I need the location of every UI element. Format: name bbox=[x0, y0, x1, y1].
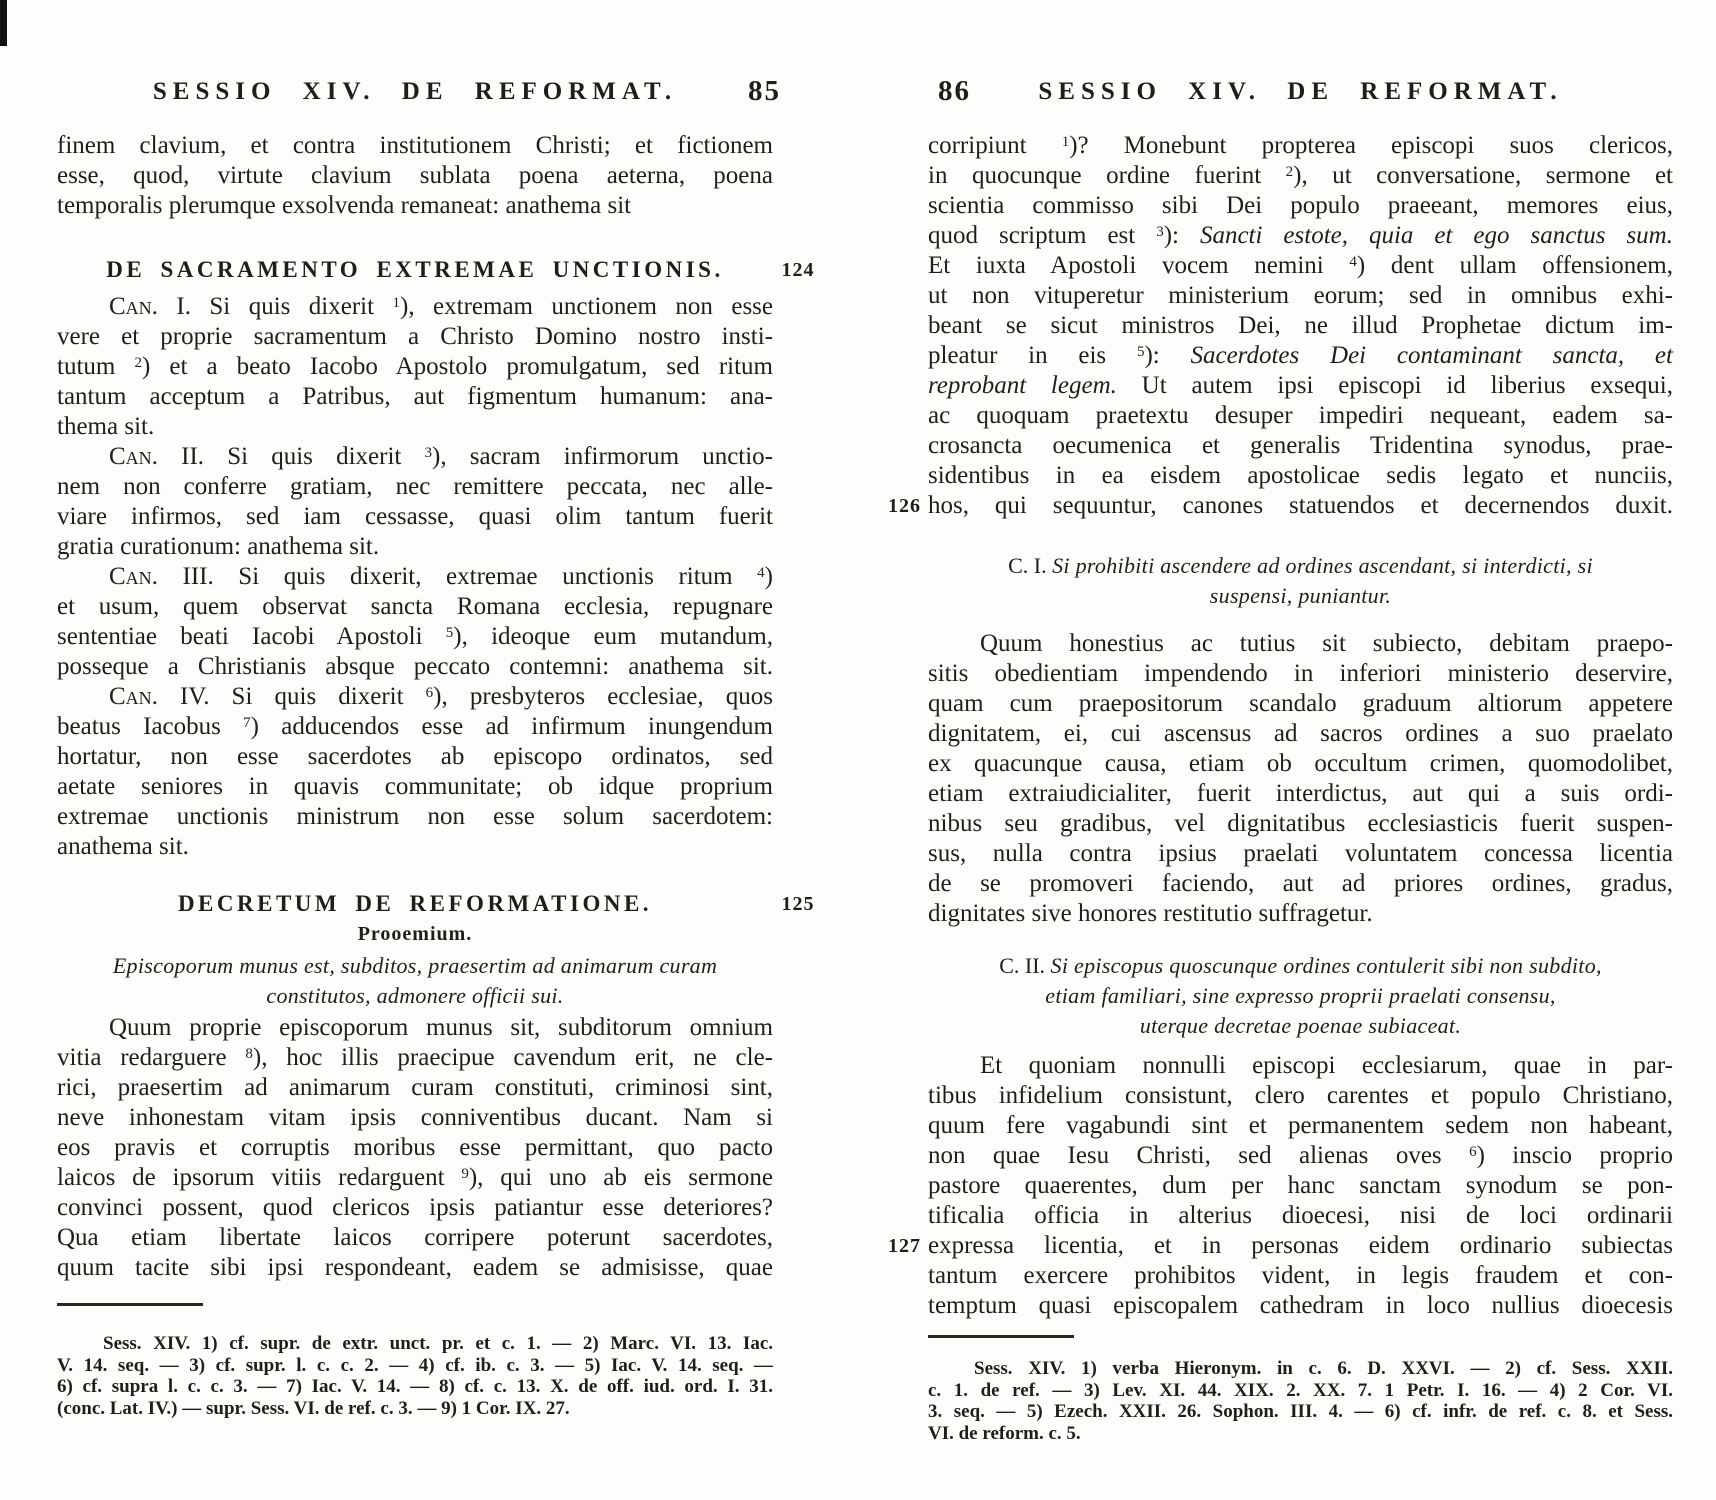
heading-line: Prooemium. bbox=[357, 923, 473, 945]
footnote-reference: 1 bbox=[392, 295, 401, 311]
text-line: scientia commisso sibi Dei populo praeeant, memores eius, bbox=[928, 192, 1673, 219]
footnote-reference: 2 bbox=[134, 355, 142, 371]
text-line: reprobant legem. Ut autem ipsi episcopi id liberius exsequi, bbox=[928, 372, 1673, 399]
margin-paragraph-number: 124 bbox=[781, 259, 815, 281]
footnote-line: VI. de reform. c. 5. bbox=[928, 1422, 1081, 1444]
small-caps: Can. bbox=[109, 443, 158, 470]
text-line: tantum acceptum a Patribus, aut figmentum humanum: ana- bbox=[57, 383, 773, 410]
text-line: et usum, quem observat sancta Romana ecclesia, repugnare bbox=[57, 593, 773, 620]
text-line: neve inhonestam vitam ipsis conniventibus ducant. Nam si bbox=[57, 1104, 773, 1131]
running-head bbox=[57, 75, 781, 108]
text-line: nem non conferre gratiam, nec remittere peccata, nec alle- bbox=[57, 473, 773, 500]
text-line: laicos de ipsorum vitiis redarguent $^9$), qui uno ab eis sermone bbox=[57, 1164, 773, 1191]
footnote-reference: 6 bbox=[1469, 1144, 1477, 1160]
text-line: Qua etiam libertate laicos corripere poterunt sacerdotes, bbox=[57, 1224, 773, 1251]
paragraph bbox=[928, 629, 1673, 929]
footnote-line: Sess. XIV. 1) cf. supr. de extr. unct. pr. et c. 1. — 2) Marc. VI. 13. Iac. bbox=[103, 1333, 773, 1354]
page-number: 86 bbox=[938, 75, 971, 107]
text-line: pastore quaerentes, dum per hanc sanctam synodum se pon- bbox=[928, 1172, 1673, 1199]
text-line: Quum proprie episcoporum munus sit, subditorum omnium bbox=[109, 1014, 773, 1041]
footnote bbox=[57, 1333, 773, 1419]
text-line: sitis obedientiam impendendo in inferiori ministerio deservire, bbox=[928, 660, 1673, 687]
heading-line: suspensi, puniantur. bbox=[1209, 583, 1392, 608]
text-line: tificalia officia in alterius dioecesi, nisi de loci ordinarii bbox=[928, 1202, 1673, 1229]
footnote-reference: 3 bbox=[424, 445, 433, 461]
footnote-line: 6) cf. supra l. c. c. 3. — 7) Iac. V. 14. — 8) cf. c. 13. X. de off. iud. ord. I. 31. bbox=[57, 1376, 773, 1397]
small-caps: Can. bbox=[109, 293, 158, 320]
running-title: SESSIO XIV. DE REFORMAT. bbox=[1038, 78, 1563, 105]
heading-line: constitutos, admonere officii sui. bbox=[266, 983, 564, 1008]
margin-paragraph-number: 127 bbox=[888, 1235, 921, 1257]
text-line: Can. III. Si quis dixerit, extremae unctionis ritum $^4$) bbox=[109, 563, 773, 590]
text-line: dignitates sive honores restitutio suffragetur. bbox=[928, 900, 1373, 927]
text-line: nibus seu gradibus, vel dignitatibus ecclesiasticis fuerit suspen- bbox=[928, 810, 1673, 837]
text-line: finem clavium, et contra institutionem Christi; et fictionem bbox=[57, 132, 773, 159]
section-heading bbox=[928, 951, 1673, 1041]
text-line: gratia curationum: anathema sit. bbox=[57, 533, 380, 560]
running-head bbox=[928, 75, 1673, 108]
text-line: esse, quod, virtute clavium sublata poena aeterna, poena bbox=[57, 162, 773, 189]
text-line: Quum honestius ac tutius sit subiecto, debitam praepo- bbox=[980, 630, 1673, 657]
section-heading bbox=[57, 951, 773, 1011]
text-line: crosancta oecumenica et generalis Tridentina synodus, prae- bbox=[928, 432, 1673, 459]
text-line: de se promoveri faciendo, aut ad priores ordines, gradus, bbox=[928, 870, 1673, 897]
text-line: pleatur in eis $^5$): Sacerdotes Dei contaminant sancta, et bbox=[928, 342, 1673, 369]
paragraph bbox=[57, 682, 773, 862]
text-line: ac quoquam praetextu desuper impediri nequeant, eadem sa- bbox=[928, 402, 1673, 429]
scan-edge-artifact bbox=[0, 0, 7, 46]
paragraph bbox=[57, 442, 773, 562]
text-line: quum tacite sibi ipsi respondeant, eadem se admisisse, quae bbox=[57, 1254, 773, 1281]
text-line: thema sit. bbox=[57, 413, 155, 440]
text-line: ut non vituperetur ministerium eorum; sed in omnibus exhi- bbox=[928, 282, 1673, 309]
text-line: etiam extraiudicialiter, fuerit interdictus, aut qui a suis ordi- bbox=[928, 780, 1673, 807]
footnote-reference: 5 bbox=[1136, 344, 1145, 360]
footnote-line: Sess. XIV. 1) verba Hieronym. in c. 6. D. XXVI. — 2) cf. Sess. XXII. bbox=[974, 1358, 1673, 1379]
footnote-reference: 8 bbox=[245, 1046, 253, 1062]
text-line: rici, praesertim ad animarum curam constituti, criminosi sint, bbox=[57, 1074, 773, 1101]
paragraph bbox=[57, 292, 773, 442]
text-column bbox=[888, 131, 1674, 1444]
text-line: sus, nulla contra ipsius praelati voluntatem concessa licentia bbox=[928, 840, 1673, 867]
paragraph bbox=[57, 1013, 773, 1283]
footnote-reference: 6 bbox=[425, 685, 434, 701]
text-line: anathema sit. bbox=[57, 833, 189, 860]
footnote-reference: 4 bbox=[757, 565, 765, 581]
text-line: aetate seniores in quavis communitate; ob idque proprium bbox=[57, 773, 773, 800]
text-line: in quocunque ordine fuerint $^2$), ut conversatione, sermone et bbox=[928, 162, 1673, 189]
paragraph bbox=[57, 131, 773, 221]
footnote-reference: 9 bbox=[461, 1166, 469, 1182]
section-heading bbox=[57, 889, 815, 919]
footnote-reference: 7 bbox=[243, 715, 251, 731]
text-line: temporalis plerumque exsolvenda remaneat: anathema sit bbox=[57, 192, 632, 219]
text-line: viare infirmos, sed iam cessasse, quasi olim tantum fuerit bbox=[57, 503, 773, 530]
left-page bbox=[57, 75, 815, 1419]
heading-line: DECRETUM DE REFORMATIONE. bbox=[177, 891, 653, 916]
section-heading bbox=[57, 919, 773, 949]
heading-line: Episcoporum munus est, subditos, praesertim ad animarum curam bbox=[112, 953, 718, 978]
text-line: beant se sicut ministros Dei, ne illud Prophetae dictum im- bbox=[928, 312, 1673, 339]
text-line: eos pravis et corruptis moribus esse permittant, quo pacto bbox=[57, 1134, 773, 1161]
margin-paragraph-number: 125 bbox=[781, 893, 815, 915]
text-line: tutum $^2$) et a beato Iacobo Apostolo promulgatum, sed ritum bbox=[57, 353, 774, 380]
heading-line: DE SACRAMENTO EXTREMAE UNCTIONIS. bbox=[106, 257, 724, 282]
footnote-reference: 1 bbox=[1061, 134, 1070, 150]
footnote-separator-rule bbox=[57, 1303, 203, 1306]
text-line: tantum exercere prohibitos vident, in legis fraudem et con- bbox=[928, 1262, 1673, 1289]
footnote-line: c. 1. de ref. — 3) Lev. XI. 44. XIX. 2. XX. 7. 1 Petr. I. 16. — 4) 2 Cor. VI. bbox=[928, 1379, 1673, 1401]
section-heading bbox=[57, 255, 815, 285]
text-line: quod scriptum est $^3$): Sancti estote, quia et ego sanctus sum. bbox=[928, 222, 1673, 249]
text-line: sidentibus in ea eisdem apostolicae sedis legato et nunciis, bbox=[928, 462, 1673, 489]
text-line: Can. II. Si quis dixerit $^3$), sacram infirmorum unctio- bbox=[109, 443, 774, 470]
text-line: Can. I. Si quis dixerit $^1$), extremam unctionem non esse bbox=[109, 293, 773, 320]
footnote-reference: 3 bbox=[1156, 224, 1164, 240]
text-line: expressa licentia, et in personas eidem ordinario subiectas bbox=[928, 1232, 1673, 1259]
text-line: hortatur, non esse sacerdotes ab episcopo ordinatos, sed bbox=[57, 743, 773, 770]
heading-line: C. I. Si prohibiti ascendere ad ordines ascendant, si interdicti, si bbox=[1008, 553, 1593, 578]
paragraph bbox=[888, 1051, 1674, 1321]
heading-line: etiam familiari, sine expresso proprii praelati consensu, bbox=[1045, 983, 1556, 1008]
text-line: vitia redarguere $^8$), hoc illis praecipue cavendum erit, ne cle- bbox=[57, 1044, 773, 1071]
text-line: dignitatem, ei, cui ascensus ad sacros ordines a suo praelato bbox=[928, 720, 1673, 747]
text-line: temptum quasi episcopalem cathedram in loco nullius dioecesis bbox=[928, 1292, 1673, 1319]
footnote-reference: 4 bbox=[1349, 254, 1357, 270]
text-line: corripiunt $^1$)? Monebunt propterea episcopi suos clericos, bbox=[928, 132, 1673, 159]
footnote-line: 3. seq. — 5) Ezech. XXII. 26. Sophon. III. 4. — 6) cf. infr. de ref. c. 8. et Sess. bbox=[928, 1401, 1673, 1422]
heading-line: C. II. Si episcopus quoscunque ordines contulerit sibi non subdito, bbox=[999, 953, 1602, 978]
text-line: convinci possent, quod clericos ipsis patiantur esse deteriores? bbox=[57, 1194, 773, 1221]
text-line: non quae Iesu Christi, sed alienas oves $^6$) inscio proprio bbox=[928, 1142, 1674, 1169]
text-line: quum fere vagabundi sint et permanentem sedem non habeant, bbox=[928, 1112, 1673, 1139]
footnote bbox=[928, 1358, 1673, 1444]
text-line: vere et proprie sacramentum a Christo Domino nostro insti- bbox=[57, 323, 773, 350]
footnote-line: V. 14. seq. — 3) cf. supr. l. c. c. 2. — 4) cf. ib. c. 3. — 5) Iac. V. 14. seq. — bbox=[57, 1354, 773, 1376]
text-line: hos, qui sequuntur, canones statuendos et decernendos duxit. bbox=[928, 492, 1673, 519]
text-line: tibus infidelium consistunt, clero carentes et populo Christiano, bbox=[928, 1082, 1673, 1109]
text-column bbox=[57, 131, 815, 1419]
text-line: Et quoniam nonnulli episcopi ecclesiarum, quae in par- bbox=[980, 1052, 1673, 1079]
small-caps: Can. bbox=[109, 683, 158, 710]
footnote-separator-rule bbox=[928, 1335, 1074, 1338]
text-line: beatus Iacobus $^7$) adducendos esse ad infirmum inungendum bbox=[57, 713, 773, 740]
text-line: Can. IV. Si quis dixerit $^6$), presbyteros ecclesiae, quos bbox=[109, 683, 773, 710]
text-line: Et iuxta Apostoli vocem nemini $^4$) dent ullam offensionem, bbox=[928, 252, 1673, 279]
text-line: quam cum praepositorum scandalo graduum altiorum appetere bbox=[928, 690, 1673, 717]
paragraph bbox=[888, 131, 1673, 521]
paragraph bbox=[57, 562, 773, 682]
footnote-reference: 2 bbox=[1285, 164, 1294, 180]
section-heading bbox=[928, 551, 1673, 611]
right-page bbox=[888, 75, 1674, 1444]
heading-line: uterque decretae poenae subiaceat. bbox=[1139, 1013, 1462, 1038]
text-line: posseque a Christianis absque peccato contemni: anathema sit. bbox=[57, 653, 773, 680]
running-title: SESSIO XIV. DE REFORMAT. bbox=[152, 78, 678, 105]
footnote-line: (conc. Lat. IV.) — supr. Sess. VI. de ref. c. 3. — 9) 1 Cor. IX. 27. bbox=[57, 1397, 570, 1419]
page-number: 85 bbox=[748, 75, 781, 107]
footnote-reference: 5 bbox=[445, 625, 454, 641]
small-caps: Can. bbox=[109, 563, 158, 590]
text-line: ex quacunque causa, etiam ob occultum crimen, quomodolibet, bbox=[928, 750, 1673, 777]
margin-paragraph-number: 126 bbox=[888, 495, 921, 517]
text-line: sententiae beati Iacobi Apostoli $^5$), ideoque eum mutandum, bbox=[57, 623, 773, 650]
text-line: extremae unctionis ministrum non esse solum sacerdotem: bbox=[57, 803, 773, 830]
